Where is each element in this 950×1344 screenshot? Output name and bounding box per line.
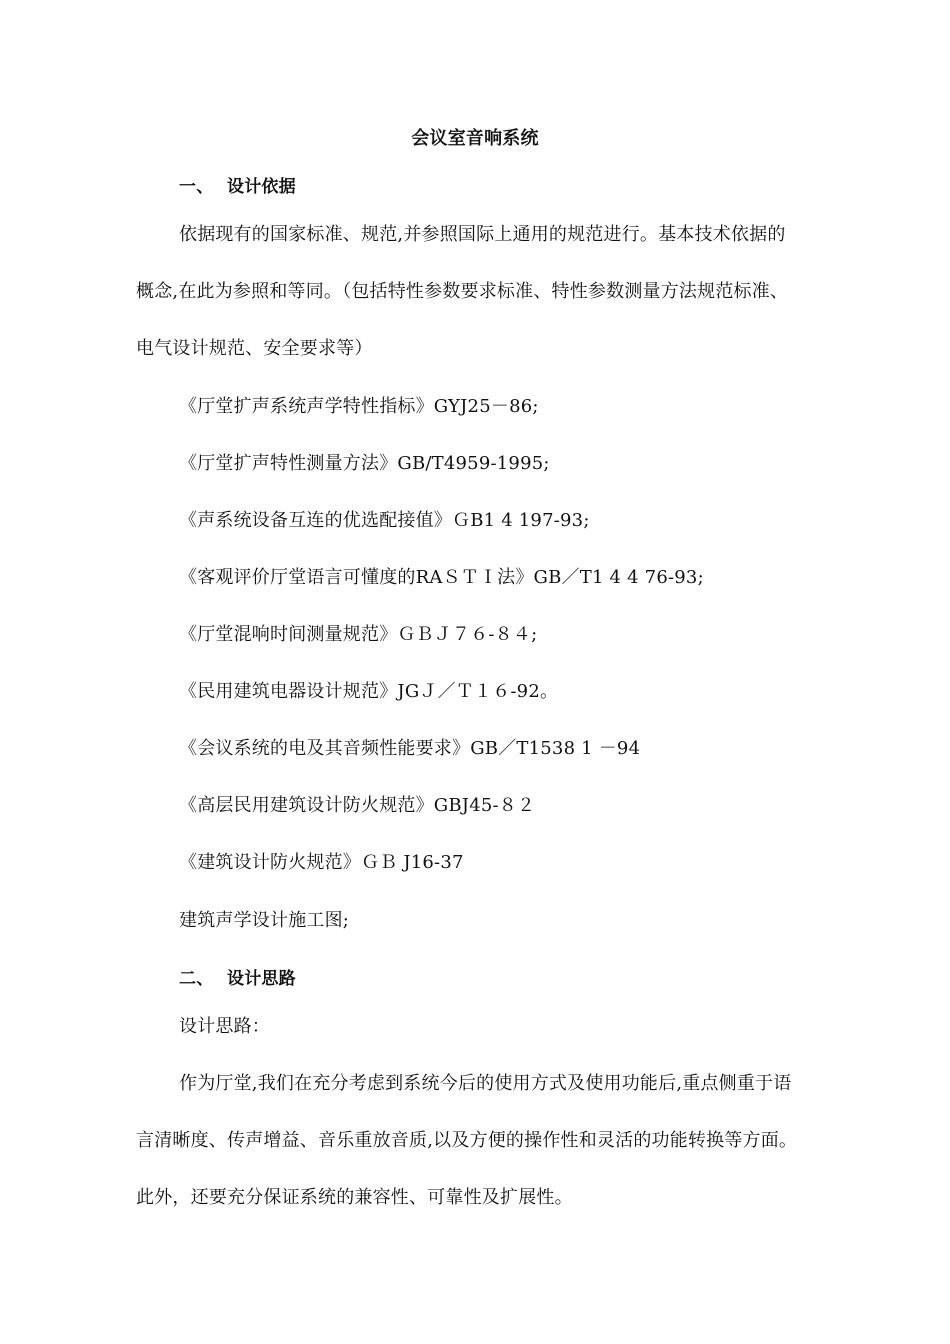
- body-line-2: 言清晰度、传声增益、音乐重放音质,以及方便的操作性和灵活的功能转换等方面。: [136, 1130, 798, 1151]
- section-1-heading: [179, 176, 296, 198]
- section-2-heading: [179, 968, 296, 990]
- standard-item-2: 《厅堂扩声特性测量方法》GB/T4959-1995;: [179, 453, 550, 474]
- standard-item-7: 《会议系统的电及其音频性能要求》GB／T1538 1 －94: [179, 738, 641, 759]
- standard-item-4: 《客观评价厅堂语言可懂度的RAＳＴＩ法》GB／T1 4 4 76-93;: [179, 567, 704, 588]
- section-2-subheading: 设计思路：: [179, 1016, 270, 1037]
- standard-item-10: 建筑声学设计施工图;: [179, 910, 350, 931]
- standard-item-3: 《声系统设备互连的优选配接值》ＧB1 4 197-93;: [179, 510, 590, 531]
- intro-line-1: 依据现有的国家标准、规范,并参照国际上通用的规范进行。基本技术依据的: [179, 224, 786, 245]
- section-2-number: 二、: [179, 969, 214, 989]
- section-2-title: 设计思路: [227, 969, 296, 989]
- body-line-3: 此外，还要充分保证系统的兼容性、可靠性及扩展性。: [136, 1187, 573, 1208]
- section-1-title: 设计依据: [227, 177, 296, 197]
- section-1-number: 一、: [179, 177, 214, 197]
- intro-line-3: 电气设计规范、安全要求等）: [136, 338, 373, 359]
- standard-item-1: 《厅堂扩声系统声学特性指标》GYJ25－86;: [179, 396, 539, 417]
- standard-item-6: 《民用建筑电器设计规范》JGＪ／Ｔ１６-92。: [179, 681, 559, 702]
- body-line-1: 作为厅堂,我们在充分考虑到系统今后的使用方式及使用功能后,重点侧重于语: [179, 1073, 792, 1094]
- standard-item-9: 《建筑设计防火规范》ＧＢ J16-37: [179, 852, 464, 873]
- document-title: 会议室音响系统: [411, 128, 539, 149]
- intro-line-2: 概念,在此为参照和等同。（包括特性参数要求标准、特性参数测量方法规范标准、: [136, 281, 789, 302]
- standard-item-5: 《厅堂混响时间测量规范》ＧＢＪ７６-８４;: [179, 624, 538, 645]
- standard-item-8: 《高层民用建筑设计防火规范》GBJ45-８２: [179, 795, 536, 816]
